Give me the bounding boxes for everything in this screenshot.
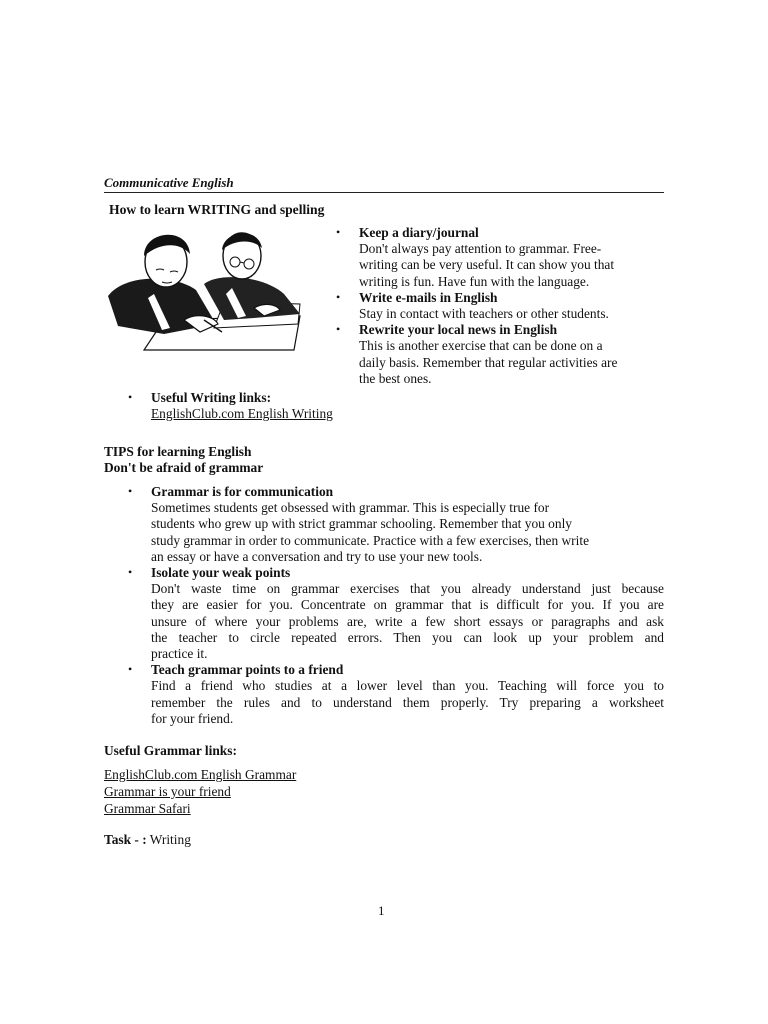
tip-text-line: practice it. (151, 646, 208, 662)
tip-text-line: for your friend. (151, 710, 234, 726)
englishclub-writing-link[interactable]: EnglishClub.com English Writing (151, 406, 333, 422)
tip-text-line: students who grew up with strict grammar schooling. Remember that you only (151, 516, 572, 532)
tip-heading: • Rewrite your local news in English (359, 322, 558, 338)
course-title: Communicative English (104, 175, 234, 190)
grammar-tips-list (151, 484, 664, 727)
task-line (104, 832, 191, 848)
tip-text-line: Don't waste time on grammar exercises that you already understand just because (151, 581, 664, 597)
tips-subtitle: Don't be afraid of grammar (104, 460, 264, 476)
list-item (359, 322, 664, 387)
tip-text-line: This is another exercise that can be done on a (359, 338, 603, 354)
tip-heading: • Write e-mails in English (359, 289, 498, 305)
page-number: 1 (378, 903, 385, 918)
tip-text-line: the teacher to circle repeated errors. Then you can look up your problem and (151, 629, 664, 645)
list-item (151, 565, 664, 662)
tip-text-line: an essay or have a conversation and try to use your new tools. (151, 548, 483, 564)
tip-text-line: unsure of where your problems are, write a few short essays or paragraphs and ask (151, 613, 664, 629)
grammar-links-heading: Useful Grammar links: (104, 743, 237, 758)
grammar-safari-link[interactable]: Grammar Safari (104, 801, 191, 816)
tips-title: TIPS for learning English (104, 444, 252, 459)
tip-text-line: Stay in contact with teachers or other students. (359, 306, 609, 322)
list-item (151, 390, 451, 422)
tips-section-heading (104, 444, 263, 476)
writing-tips-list (359, 225, 664, 387)
list-item (359, 225, 664, 290)
tip-text-line: remember the rules and to understand them properly. Try preparing a worksheet (151, 694, 664, 710)
tip-heading: • Teach grammar points to a friend (151, 662, 344, 678)
list-item (359, 290, 664, 322)
tip-text-line: Find a friend who studies at a lower level than you. Teaching will force you to (151, 678, 664, 694)
tip-text-line: Don't always pay attention to grammar. Free- (359, 241, 602, 257)
grammar-links (104, 766, 296, 817)
list-item (151, 662, 664, 727)
task-value: Writing (146, 832, 191, 847)
tip-text-line: study grammar in order to communicate. Practice with a few exercises, then write (151, 532, 590, 548)
writing-links-heading: • Useful Writing links: (151, 390, 272, 405)
writing-links (151, 390, 451, 422)
tip-heading: • Keep a diary/journal (359, 225, 479, 240)
section-title: How to learn WRITING and spelling (109, 202, 325, 217)
tip-heading: • Grammar is for communication (151, 484, 334, 499)
running-header (104, 175, 664, 193)
tip-text-line: they are easier for you. Concentrate on grammar that is difficult for you. If you are (151, 597, 664, 613)
tip-text-line: Sometimes students get obsessed with grammar. This is especially true for (151, 500, 550, 516)
students-writing-illustration (104, 224, 304, 352)
task-label: Task - : (104, 832, 147, 847)
tip-text-line: writing can be very useful. It can show you that (359, 257, 615, 273)
englishclub-grammar-link[interactable]: EnglishClub.com English Grammar (104, 767, 297, 782)
list-item (151, 484, 664, 565)
grammar-is-your-friend-link[interactable]: Grammar is your friend (104, 784, 231, 799)
tip-text-line: writing is fun. Have fun with the language. (359, 273, 590, 289)
tip-heading: • Isolate your weak points (151, 565, 291, 581)
tip-text-line: the best ones. (359, 370, 432, 386)
tip-text-line: daily basis. Remember that regular activities are (359, 354, 618, 370)
